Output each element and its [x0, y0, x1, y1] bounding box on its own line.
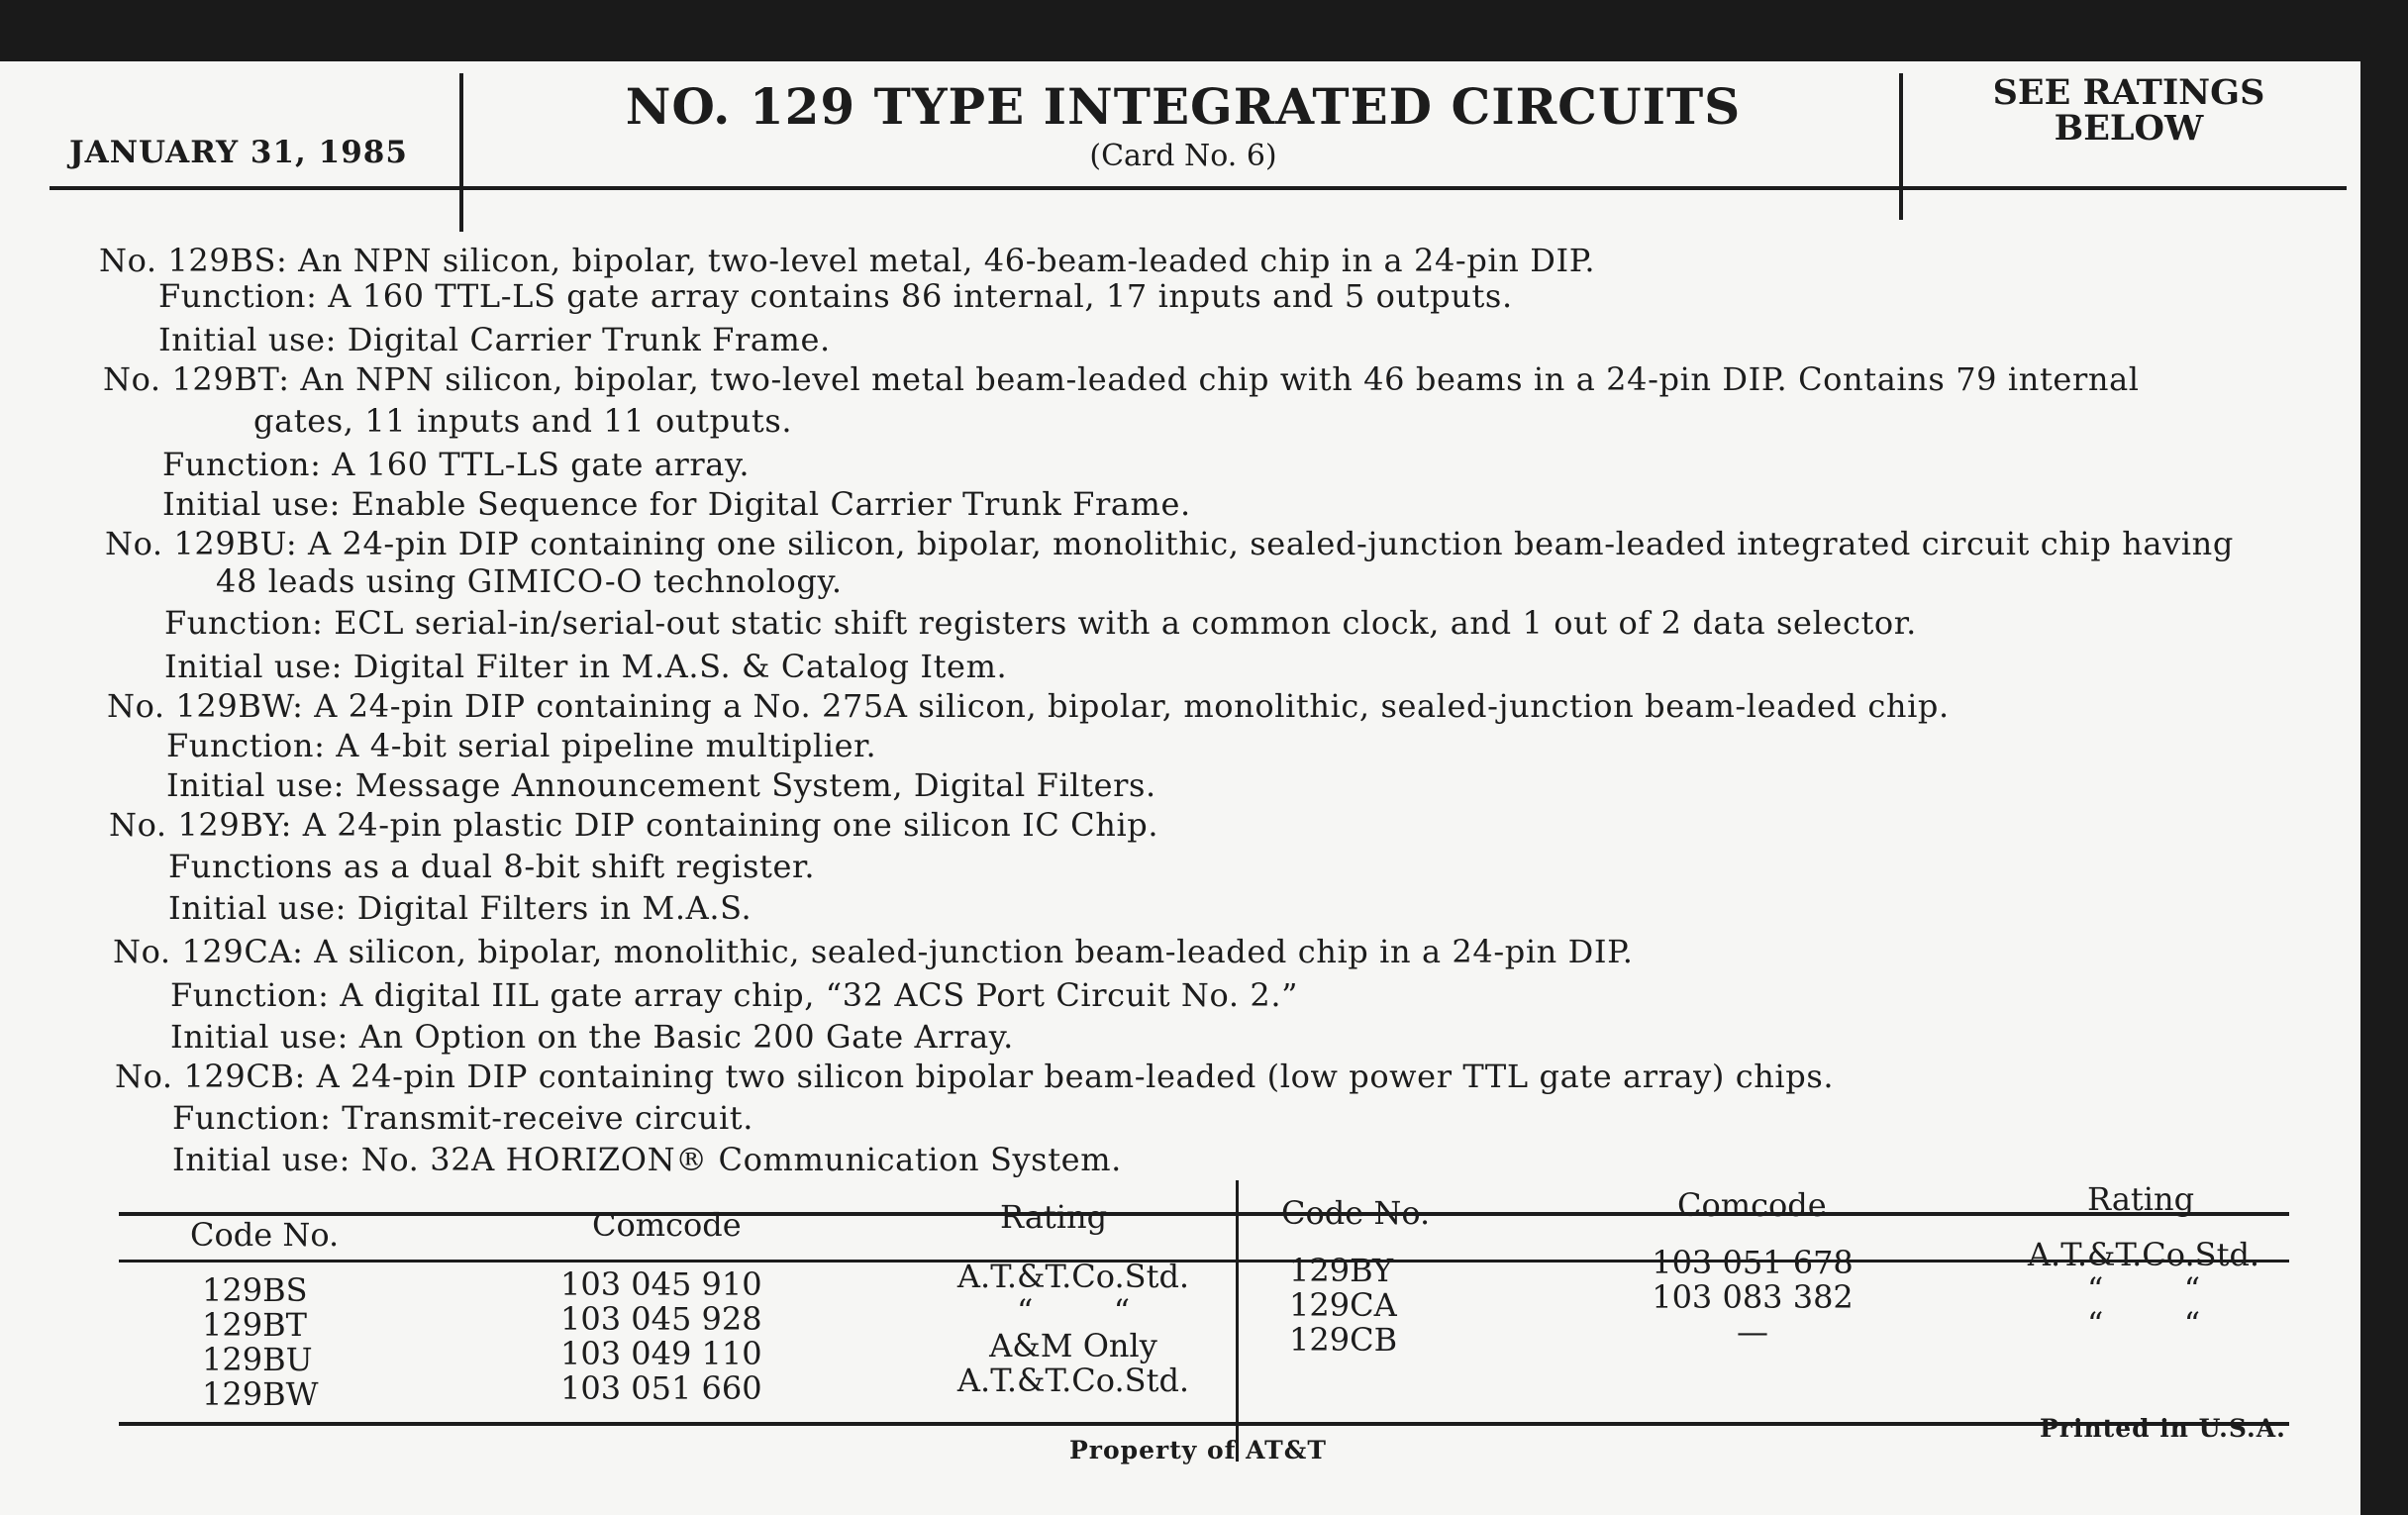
entry-function: Function: A 160 TTL-LS gate array contains 86 internal, 17 inputs and 5 outputs. [158, 277, 1513, 315]
entry-initial-use: Initial use: Digital Filters in M.A.S. [168, 889, 752, 927]
entry-heading: No. 129BU: A 24-pin DIP containing one silicon, bipolar, monolithic, sealed-junction beam-leaded integrated circuit chip having [105, 525, 2234, 562]
entry-function: Function: ECL serial-in/serial-out static shift registers with a common clock, and 1 out of 2 data selector. [164, 604, 1917, 642]
left-comcode-column: 103 045 910 103 045 928 103 049 110 103 051 660 [560, 1265, 762, 1407]
entry-initial-use: Initial use: Digital Carrier Trunk Frame. [158, 321, 831, 358]
entry-heading: No. 129CA: A silicon, bipolar, monolithic, sealed-junction beam-leaded chip in a 24-pin DIP. [113, 933, 1634, 970]
entry-heading: No. 129CB: A 24-pin DIP containing two silicon bipolar beam-leaded (low power TTL gate array) chips. [115, 1058, 1835, 1095]
entry-initial-use: Initial use: Digital Filter in M.A.S. & Catalog Item. [164, 648, 1008, 685]
printed-notice: Printed in U.S.A. [2040, 1414, 2286, 1443]
page-title: NO. 129 TYPE INTEGRATED CIRCUITS [625, 77, 1742, 136]
entry-function: Function: A digital IIL gate array chip, “32 ACS Port Circuit No. 2.” [170, 976, 1299, 1014]
card-date: JANUARY 31, 1985 [69, 135, 408, 170]
left-code-column: 129BS 129BT 129BU 129BW [202, 1271, 319, 1413]
entry-heading: No. 129BW: A 24-pin DIP containing a No. 275A silicon, bipolar, monolithic, sealed-junction beam-leaded chip. [107, 687, 1950, 725]
header-divider-left [459, 73, 463, 232]
table-header-code-left: Code No. [190, 1216, 340, 1254]
entry-heading: No. 129BT: An NPN silicon, bipolar, two-level metal beam-leaded chip with 46 beams in a 24-pin DIP. Contains 79 internal [103, 360, 2140, 398]
table-bottom-rule [119, 1422, 2289, 1426]
property-notice: Property of AT&T [1069, 1436, 1327, 1464]
entry-initial-use: Initial use: Message Announcement System, Digital Filters. [166, 766, 1156, 804]
card-number: (Card No. 6) [1089, 139, 1277, 173]
table-header-comcode-left: Comcode [592, 1206, 742, 1244]
table-header-rating-left: Rating [1000, 1198, 1108, 1236]
entry-function: Function: Transmit-receive circuit. [172, 1099, 754, 1137]
left-rating-column: A.T.&T.Co.Std. “ “ A&M Only A.T.&T.Co.Std. [956, 1258, 1190, 1399]
entry-heading: No. 129BS: An NPN silicon, bipolar, two-level metal, 46-beam-leaded chip in a 24-pin DIP. [99, 242, 1596, 279]
entry-function: Function: A 4-bit serial pipeline multiplier. [166, 727, 877, 764]
table-center-divider [1236, 1180, 1239, 1462]
header-rule [50, 186, 2347, 190]
table-header-comcode-right: Comcode [1677, 1186, 1827, 1224]
header-divider-right [1899, 73, 1903, 220]
entry-function: Functions as a dual 8-bit shift register. [168, 848, 816, 885]
entry-initial-use: Initial use: No. 32A HORIZON® Communication System. [172, 1141, 1122, 1178]
table-header-code-right: Code No. [1281, 1194, 1431, 1232]
entry-heading: No. 129BY: A 24-pin plastic DIP containing one silicon IC Chip. [109, 806, 1159, 844]
entry-initial-use: Initial use: An Option on the Basic 200 Gate Array. [170, 1018, 1014, 1056]
entry-function: Function: A 160 TTL-LS gate array. [162, 446, 751, 483]
right-code-column: 129BY 129CA 129CB [1289, 1252, 1398, 1359]
entry-continuation: 48 leads using GIMICO-O technology. [216, 562, 843, 600]
table-header-rating-right: Rating [2087, 1180, 2195, 1218]
table-top-rule [119, 1212, 2289, 1216]
entry-continuation: gates, 11 inputs and 11 outputs. [253, 402, 793, 440]
entry-initial-use: Initial use: Enable Sequence for Digital Carrier Trunk Frame. [162, 485, 1191, 523]
reference-card [0, 61, 2360, 1515]
ratings-note: SEE RATINGS BELOW [1992, 72, 2265, 149]
right-comcode-column: 103 051 678 103 083 382 — [1652, 1244, 1854, 1351]
right-rating-column: A.T.&T.Co.Std. “ “ “ “ [2027, 1236, 2260, 1343]
